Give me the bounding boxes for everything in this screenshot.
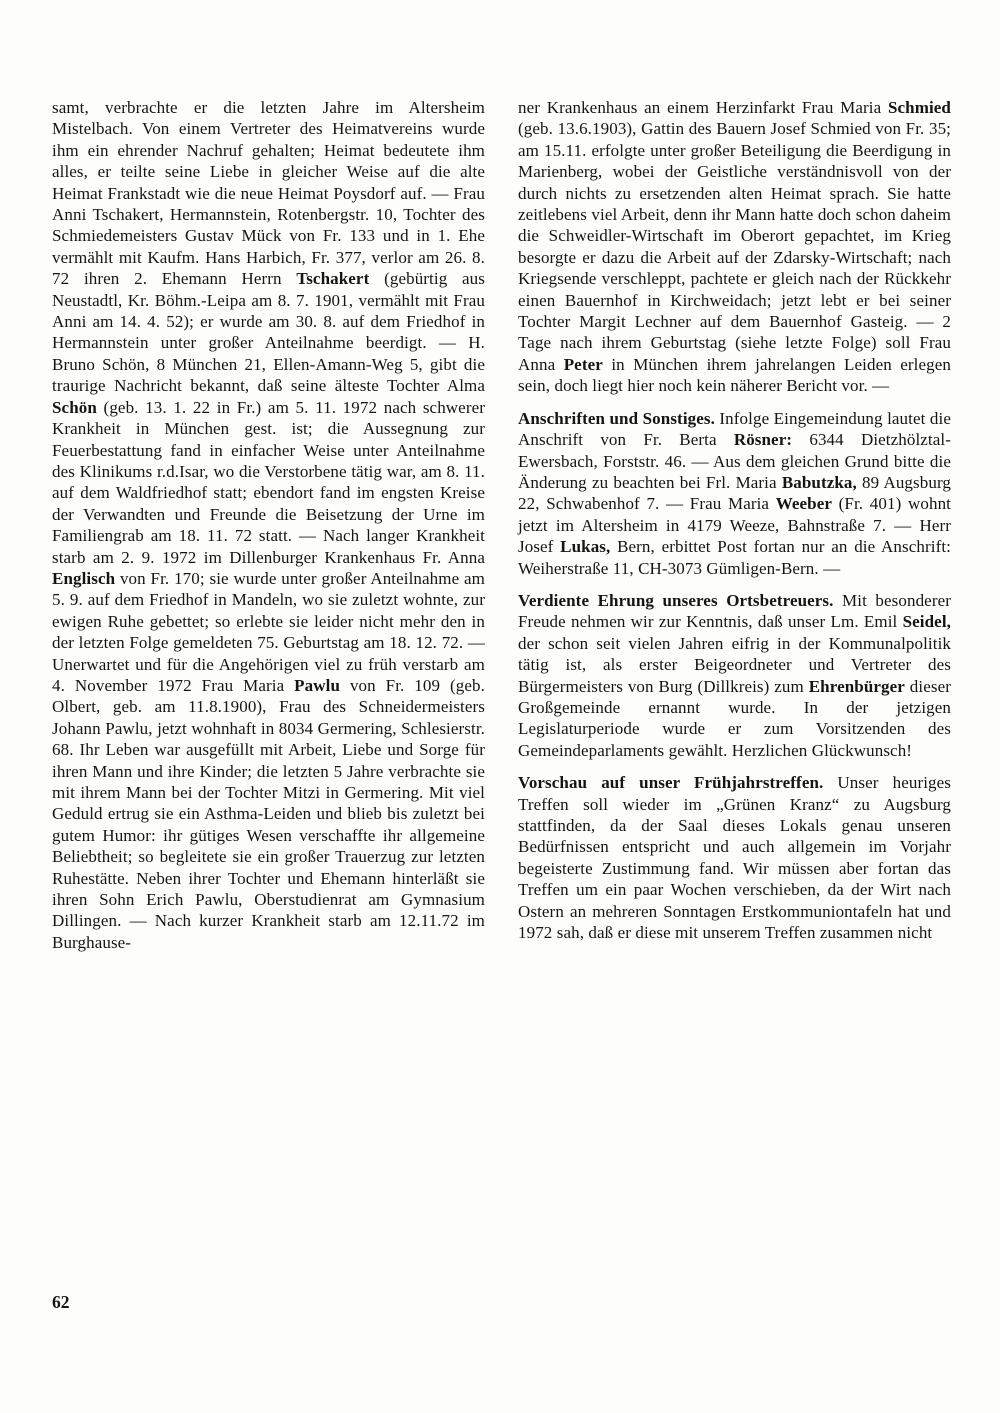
paragraph: Vorschau auf unser Frühjahrstreffen. Unser heuriges Treffen soll wieder im „Grünen Kranz“ zu Augsburg stattfinden, da der Saal dieses Lokals genau unseren Bedürfnissen entspricht und auch allgemein im Vorjahr begeisterte Zustimmung fand. Wir müssen aber fortan das Treffen um ein paar Wochen verschieben, da der Wirt nach Ostern an mehreren Sonntagen Erstkommuniontafeln hat und 1972 sah, daß er diese mit unserem Treffen zusammen nicht: [518, 773, 951, 943]
paragraph: ner Krankenhaus an einem Herzinfarkt Frau Maria Schmied (geb. 13.6.1903), Gattin des Bauern Josef Schmied von Fr. 35; am 15.11. erfolgte unter großer Beteiligung die Beerdigung in Marienberg, wobei der Geistliche verständnisvoll von der durch nichts zu ersetzenden alten Heimat sprach. Sie hatte zeitlebens viel Arbeit, denn ihr Mann hatte doch schon daheim die Schweidler-Wirtschaft im Oberort gepachtet, im Krieg besorgte er dazu die Arbeit auf der Zdarsky-Wirtschaft; nach Kriegsende verschleppt, pachtete er gleich nach der Rückkehr einen Bauernhof in Kirchweidach; jetzt lebt er bei seiner Tochter Margit Lechner auf dem Bauernhof Gasteig. — 2 Tage nach ihrem Geburtstag (siehe letzte Folge) soll Frau Anna Peter in München ihrem jahrelangen Leiden erlegen sein, doch liegt hier noch kein näherer Bericht vor. —: [518, 98, 951, 396]
left-column: [52, 97, 485, 964]
paragraph: Verdiente Ehrung unseres Ortsbetreuers. Mit besonderer Freude nehmen wir zur Kenntnis, daß unser Lm. Emil Seidel, der schon seit vielen Jahren eifrig in der Kommunalpolitik tätig ist, als erster Beigeordneter und Vertreter des Bürgermeisters von Burg (Dillkreis) zum Ehrenbürger dieser Großgemeinde ernannt wurde. In der jetzigen Legislaturperiode wurde er zum Vorsitzenden des Gemeindeparlaments gewählt. Herzlichen Glückwunsch!: [518, 590, 951, 760]
right-column: [518, 97, 951, 964]
paragraph: Anschriften und Sonstiges. Infolge Eingemeindung lautet die Anschrift von Fr. Berta Rösner: 6344 Dietzhölztal-Ewersbach, Forststr. 46. — Aus dem gleichen Grund bitte die Änderung zu beachten bei Frl. Maria Babutzka, 89 Augsburg 22, Schwabenhof 7. — Frau Maria Weeber (Fr. 401) wohnt jetzt im Altersheim in 4179 Weeze, Bahnstraße 7. — Herr Josef Lukas, Bern, erbittet Post fortan nur an die Anschrift: Weiherstraße 11, CH-3073 Gümligen-Bern. —: [518, 408, 951, 578]
page-number: 62: [52, 1292, 70, 1312]
text-columns: [52, 97, 952, 964]
paragraph: samt, verbrachte er die letzten Jahre im Altersheim Mistelbach. Von einem Vertreter des Heimatvereins wurde ihm ein ehrender Nachruf gehalten; Heimat bedeutete ihm alles, er teilte seine Liebe in gleicher Weise auf die alte Heimat Frankstadt wie die neue Heimat Poysdorf auf. — Frau Anni Tschakert, Hermannstein, Rotenbergstr. 10, Tochter des Schmiedemeisters Gustav Mück von Fr. 133 und in 1. Ehe vermählt mit Kaufm. Hans Harbich, Fr. 377, verlor am 26. 8. 72 ihren 2. Ehemann Herrn Tschakert (gebürtig aus Neustadtl, Kr. Böhm.-Leipa am 8. 7. 1901, vermählt mit Frau Anni am 14. 4. 52); er wurde am 30. 8. auf dem Friedhof in Hermannstein unter großer Anteilnahme beerdigt. — H. Bruno Schön, 8 München 21, Ellen-Amann-Weg 5, gibt die traurige Nachricht bekannt, daß seine älteste Tochter Alma Schön (geb. 13. 1. 22 in Fr.) am 5. 11. 1972 nach schwerer Krankheit in München gest. ist; die Aussegnung zur Feuerbestattung fand in einfacher Weise unter Anteilnahme des Klinikums r.d.Isar, wo die Verstorbene tätig war, am 8. 11. auf dem Waldfriedhof statt; ebendort fand im engsten Kreise der Verwandten und Freunde die Beisetzung der Urne im Familiengrab am 18. 11. 72 statt. — Nach langer Krankheit starb am 2. 9. 1972 im Dillenburger Krankenhaus Fr. Anna Englisch von Fr. 170; sie wurde unter großer Anteilnahme am 5. 9. auf dem Friedhof in Mandeln, wo sie zuletzt wohnte, zur ewigen Ruhe gebettet; so erlebte sie leider nicht mehr den in der letzten Folge gemeldeten 75. Geburtstag am 18. 12. 72. — Unerwartet und für die Angehörigen viel zu früh verstarb am 4. November 1972 Frau Maria Pawlu von Fr. 109 (geb. Olbert, geb. am 11.8.1900), Frau des Schneidermeisters Johann Pawlu, jetzt wohnhaft in 8034 Germering, Schlesierstr. 68. Ihr Leben war ausgefüllt mit Arbeit, Liebe und Sorge für ihren Mann und ihre Kinder; die letzten 5 Jahre verbrachte sie mit ihrem Mann bei der Tochter Mitzi in Germering. Mit viel Geduld ertrug sie ein Asthma-Leiden und blieb bis zuletzt bei gutem Humor: ihr gütiges Wesen verschaffte ihr allgemeine Beliebtheit; so begleitete sie ein großer Trauerzug zur letzten Ruhestätte. Neben ihrer Tochter und Ehemann hinterläßt sie ihren Sohn Erich Pawlu, Oberstudienrat am Gymnasium Dillingen. — Nach kurzer Krankheit starb am 12.11.72 im Burghause-: [52, 98, 485, 952]
